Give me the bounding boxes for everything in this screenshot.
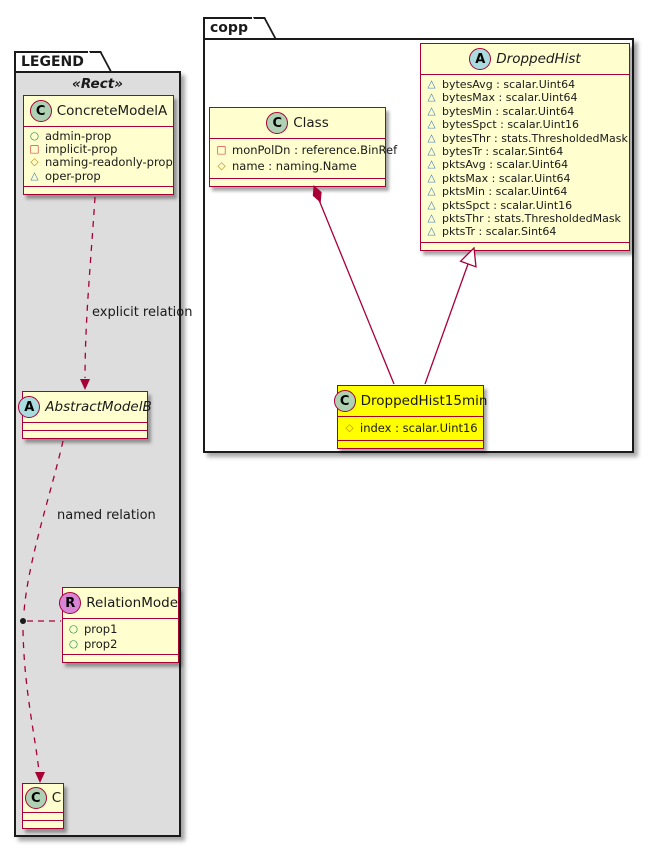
attribute-row xyxy=(68,637,173,652)
class-spot-icon: C xyxy=(25,787,47,809)
attribute-row xyxy=(29,155,173,170)
class-name: C xyxy=(51,790,62,806)
class-title xyxy=(24,96,173,126)
circle-icon xyxy=(68,622,79,637)
triangle-icon xyxy=(29,170,40,183)
triangle-icon xyxy=(426,185,437,198)
methods-compartment-empty xyxy=(63,654,178,662)
circle-icon xyxy=(29,130,40,143)
legend-package-name: LEGEND xyxy=(21,54,84,70)
attribute-text: bytesThr : stats.ThresholdedMask xyxy=(442,131,628,145)
class-title xyxy=(421,44,629,74)
attribute-row xyxy=(216,143,398,159)
triangle-icon xyxy=(426,105,437,118)
methods-compartment-empty xyxy=(23,430,147,438)
abstract-spot-icon: A xyxy=(469,48,491,70)
attribute-text: implicit-prop xyxy=(45,142,118,157)
class-spot-icon: C xyxy=(334,390,356,412)
class-spot-icon: C xyxy=(30,100,52,122)
attributes-compartment xyxy=(338,416,483,440)
class-box-abstract-model-b xyxy=(22,391,152,439)
attribute-text: bytesMax : scalar.Uint64 xyxy=(442,91,578,105)
class-spot-icon: C xyxy=(266,112,288,134)
square-icon xyxy=(216,143,227,159)
class-title xyxy=(63,588,182,618)
attribute-text: admin-prop xyxy=(45,129,112,143)
attribute-text: bytesSpct : scalar.Uint16 xyxy=(442,118,580,132)
class-name: DroppedHist xyxy=(496,51,581,67)
class-name: AbstractModelB xyxy=(45,399,152,415)
methods-compartment-empty xyxy=(210,178,385,186)
attribute-text: bytesTr : scalar.Sint64 xyxy=(442,145,564,159)
rect-stereotype-label: «Rect» xyxy=(72,76,123,92)
attribute-text: pktsAvg : scalar.Uint64 xyxy=(442,158,569,172)
attribute-row xyxy=(426,158,624,171)
attribute-row xyxy=(426,225,624,238)
attribute-row xyxy=(29,170,168,183)
class-name: RelationModel xyxy=(86,595,182,611)
methods-compartment-empty xyxy=(24,186,173,194)
attributes-compartment xyxy=(63,618,178,654)
triangle-icon xyxy=(426,199,437,212)
diamond-icon xyxy=(344,421,355,436)
diamond-icon xyxy=(216,159,227,175)
abstract-spot-icon: A xyxy=(18,396,40,418)
attribute-row xyxy=(68,622,173,637)
square-icon xyxy=(29,143,40,156)
attribute-text: bytesMin : scalar.Uint64 xyxy=(442,104,575,118)
attributes-compartment xyxy=(24,126,173,186)
attribute-row xyxy=(426,145,624,158)
attribute-row xyxy=(344,421,477,436)
circle-icon xyxy=(68,637,79,652)
attribute-row xyxy=(426,185,624,198)
attribute-text: pktsMin : scalar.Uint64 xyxy=(442,185,568,199)
triangle-icon xyxy=(426,118,437,131)
copp-package-tab xyxy=(203,17,252,38)
triangle-icon xyxy=(426,158,437,171)
triangle-icon xyxy=(426,212,437,225)
attributes-compartment-empty xyxy=(23,812,63,820)
triangle-icon xyxy=(426,172,437,185)
named-relation-label: named relation xyxy=(57,508,156,523)
class-box-relation-model xyxy=(62,587,182,663)
attribute-row xyxy=(426,105,624,118)
attribute-text: pktsSpct : scalar.Uint16 xyxy=(442,198,573,212)
attribute-row xyxy=(426,212,624,225)
attribute-text: bytesAvg : scalar.Uint64 xyxy=(442,78,576,91)
class-title xyxy=(338,386,488,416)
triangle-icon xyxy=(426,132,437,145)
attributes-compartment xyxy=(421,74,629,242)
attributes-compartment-empty xyxy=(23,422,147,430)
attribute-text: prop1 xyxy=(84,622,118,636)
attribute-text: monPolDn : reference.BinRef xyxy=(232,143,398,157)
attribute-row xyxy=(426,118,624,131)
attribute-text: pktsThr : stats.ThresholdedMask xyxy=(442,212,621,226)
class-name: Class xyxy=(293,115,329,131)
relation-spot-icon: R xyxy=(59,592,81,614)
attribute-row xyxy=(426,78,624,91)
class-title xyxy=(23,784,63,812)
attribute-text: name : naming.Name xyxy=(232,158,357,173)
attribute-text: pktsMax : scalar.Uint64 xyxy=(442,171,571,185)
attribute-row xyxy=(216,159,379,175)
attribute-text: pktsTr : scalar.Sint64 xyxy=(442,225,557,239)
explicit-relation-label: explicit relation xyxy=(92,305,193,320)
copp-package-name: copp xyxy=(210,20,248,36)
diamond-icon xyxy=(29,156,40,169)
class-box-dropped-hist-15min xyxy=(337,385,488,449)
attribute-text: naming-readonly-prop xyxy=(45,155,173,170)
attribute-row xyxy=(426,172,624,185)
attribute-row xyxy=(426,131,628,145)
attribute-text: oper-prop xyxy=(45,168,101,183)
class-box-dropped-hist xyxy=(420,43,630,251)
methods-compartment-empty xyxy=(338,440,483,448)
attribute-text: prop2 xyxy=(84,636,118,651)
attribute-text: index : scalar.Uint16 xyxy=(360,421,478,435)
triangle-icon xyxy=(426,78,437,91)
class-name: ConcreteModelA xyxy=(56,103,168,119)
class-title xyxy=(210,108,385,138)
attributes-compartment xyxy=(210,138,398,178)
attribute-row xyxy=(426,91,624,104)
legend-package-tab xyxy=(14,51,88,71)
triangle-icon xyxy=(426,91,437,104)
class-box-class xyxy=(209,107,398,187)
methods-compartment-empty xyxy=(23,820,63,828)
class-box-concrete-model-a xyxy=(23,95,174,195)
class-name: DroppedHist15min xyxy=(360,393,488,409)
attribute-row xyxy=(426,199,624,212)
triangle-icon xyxy=(426,145,437,158)
class-title xyxy=(23,392,152,422)
class-box-c xyxy=(22,783,64,829)
triangle-icon xyxy=(426,225,437,238)
methods-compartment-empty xyxy=(421,242,629,250)
